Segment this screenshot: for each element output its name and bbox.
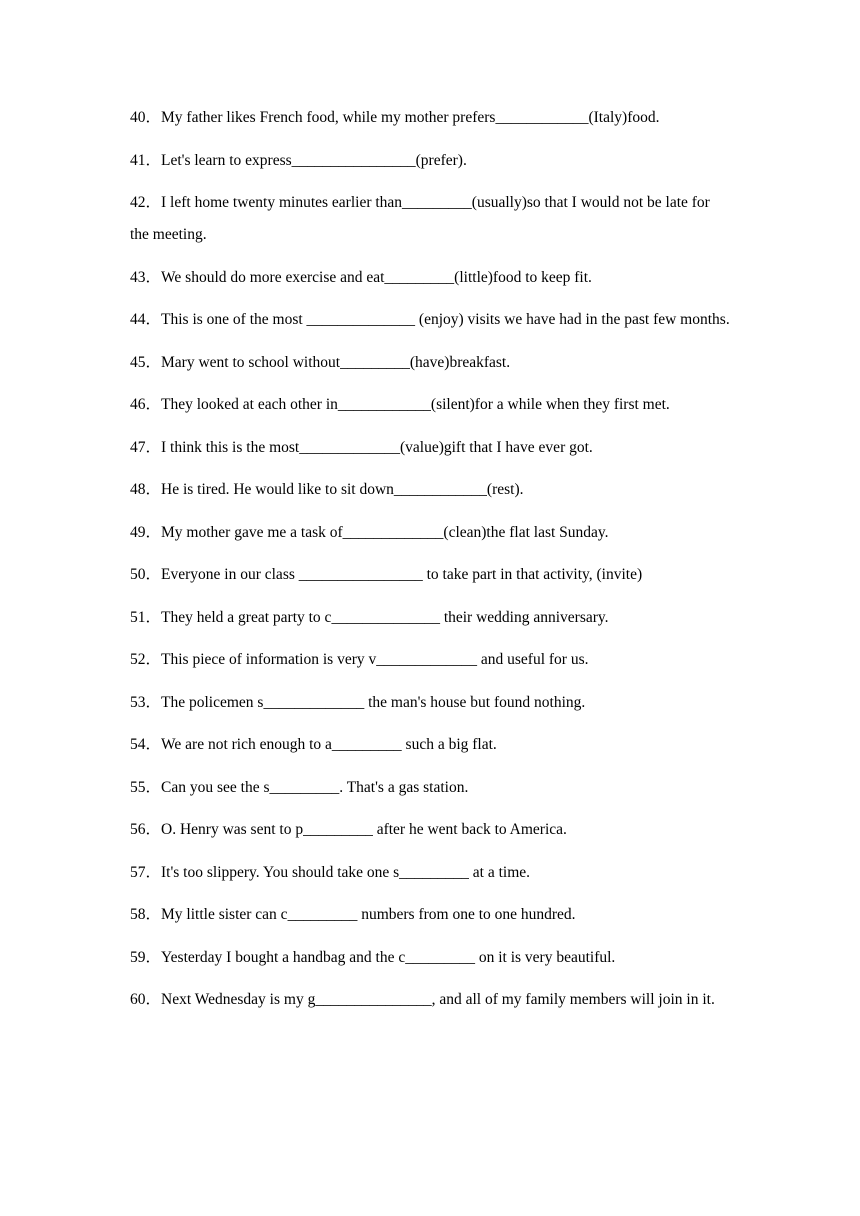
question-item — [130, 899, 730, 931]
question-text: They held a great party to c______________ their wedding anniversary. — [161, 608, 609, 626]
question-number: 40． — [130, 109, 162, 126]
question-number: 60． — [130, 991, 162, 1008]
question-text: They looked at each other in____________(silent)for a while when they first met. — [161, 396, 670, 413]
question-text: We are not rich enough to a_________ such a big flat. — [161, 736, 497, 753]
question-text: This piece of information is very v_____________ and useful for us. — [161, 651, 589, 668]
question-text: Mary went to school without_________(have)breakfast. — [161, 353, 511, 371]
question-item — [130, 389, 730, 421]
question-item — [130, 559, 730, 591]
question-text: I left home twenty minutes earlier than_________(usually)so that I would not be late for the meeting. — [130, 194, 710, 243]
question-number: 50． — [130, 566, 162, 583]
question-number: 47． — [130, 438, 162, 456]
question-item — [130, 644, 730, 676]
question-number: 52． — [130, 651, 162, 668]
question-text: Can you see the s_________. That's a gas station. — [161, 778, 469, 796]
question-item — [130, 102, 730, 134]
question-item — [130, 145, 730, 177]
question-number: 48． — [130, 481, 162, 498]
question-item — [130, 814, 730, 846]
question-text: My mother gave me a task of_____________(clean)the flat last Sunday. — [161, 523, 609, 541]
question-number: 41． — [130, 151, 162, 169]
question-number: 53． — [130, 693, 162, 711]
question-item — [130, 772, 730, 804]
question-number: 55． — [130, 778, 162, 796]
question-item — [130, 304, 730, 336]
question-item — [130, 347, 730, 379]
question-text: O. Henry was sent to p_________ after he went back to America. — [161, 821, 567, 838]
question-item — [130, 687, 730, 719]
question-text: He is tired. He would like to sit down____________(rest). — [161, 481, 524, 498]
question-number: 49． — [130, 523, 162, 541]
question-number: 43． — [130, 268, 162, 286]
question-number: 44． — [130, 311, 162, 328]
question-item — [130, 602, 730, 634]
question-number: 58． — [130, 906, 162, 923]
question-item — [130, 729, 730, 761]
question-number: 46． — [130, 396, 162, 413]
question-item — [130, 474, 730, 506]
question-item — [130, 517, 730, 549]
question-text: Next Wednesday is my g_______________, and all of my family members will join in it. — [161, 991, 715, 1008]
question-number: 51． — [130, 608, 162, 626]
question-text: My little sister can c_________ numbers from one to one hundred. — [161, 906, 576, 923]
question-text: We should do more exercise and eat_________(little)food to keep fit. — [161, 268, 592, 286]
question-text: Yesterday I bought a handbag and the c_________ on it is very beautiful. — [161, 948, 616, 966]
question-item — [130, 984, 730, 1016]
question-item — [130, 942, 730, 974]
question-number: 59． — [130, 948, 162, 966]
question-text: Everyone in our class ________________ to take part in that activity, (invite) — [161, 566, 643, 583]
question-text: I think this is the most_____________(value)gift that I have ever got. — [161, 438, 593, 456]
question-number: 54． — [130, 736, 162, 753]
question-item — [130, 857, 730, 889]
question-text: It's too slippery. You should take one s_________ at a time. — [161, 863, 531, 881]
question-text: The policemen s_____________ the man's house but found nothing. — [161, 693, 586, 711]
question-number: 57． — [130, 863, 162, 881]
question-list — [130, 102, 730, 1027]
question-text: This is one of the most ______________ (enjoy) visits we have had in the past few months. — [161, 311, 730, 328]
question-number: 42． — [130, 194, 162, 211]
question-text: Let's learn to express________________(prefer). — [161, 151, 467, 169]
question-number: 56． — [130, 821, 162, 838]
question-item — [130, 262, 730, 294]
question-item — [130, 187, 730, 251]
question-text: My father likes French food, while my mother prefers____________(Italy)food. — [161, 109, 660, 126]
question-item — [130, 432, 730, 464]
question-number: 45． — [130, 353, 162, 371]
